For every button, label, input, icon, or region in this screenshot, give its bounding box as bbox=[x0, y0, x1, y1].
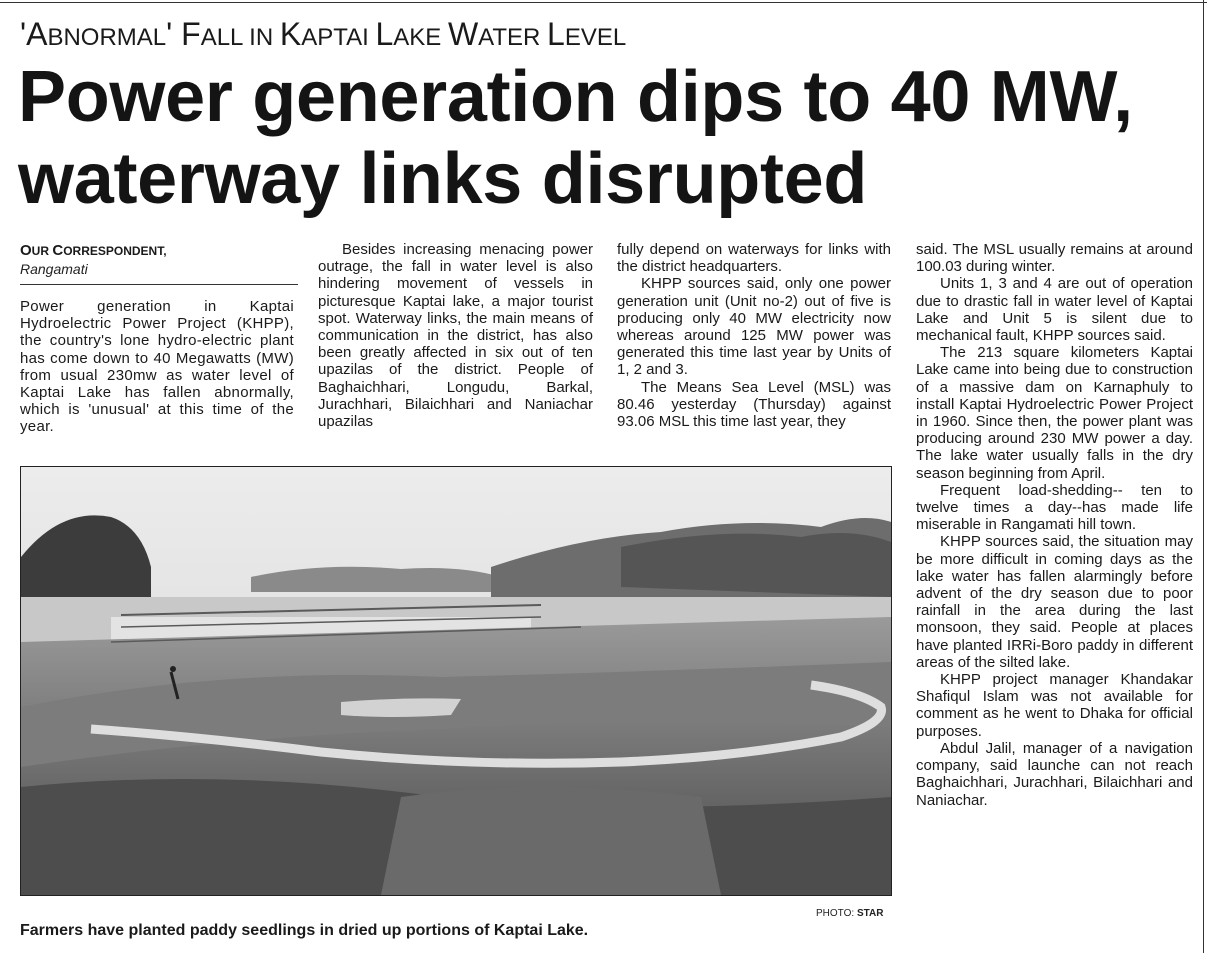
kicker-text: BNORMAL bbox=[47, 24, 167, 51]
kicker-text: APTAI bbox=[301, 24, 376, 51]
headline-line-2: waterway links disrupted bbox=[18, 139, 868, 219]
kicker-text: A bbox=[26, 16, 48, 52]
kicker-text: ' bbox=[166, 16, 182, 52]
paragraph: said. The MSL usually remains at around 100.03 during winter. bbox=[916, 241, 1193, 276]
paragraph: The 213 square kilometers Kaptai Lake came into being due to construction of a massive dam on Karnaphuly to install Kaptai Hydroelectric Power Project in 1960. Since then, the power plant was producing around 230 MW power a day. The lake water usually falls in the dry season beginning from April. bbox=[916, 344, 1193, 482]
byline-divider bbox=[20, 284, 298, 285]
article-column-3 bbox=[617, 241, 891, 430]
paragraph: Abdul Jalil, manager of a navigation company, said launche can not reach Baghaichhari, Jurachhari, Bilaichhari and Naniachar. bbox=[916, 739, 1193, 809]
right-border-rule bbox=[1203, 0, 1204, 953]
photo-caption: Farmers have planted paddy seedlings in dried up portions of Kaptai Lake. bbox=[20, 922, 589, 939]
photo-credit-source: STAR bbox=[856, 908, 884, 919]
byline-author bbox=[20, 241, 298, 261]
kicker-text: ATER bbox=[478, 24, 548, 51]
paragraph: KHPP project manager Khandakar Shafiqul Islam was not available for comment as he went to Dhaka for official purposes. bbox=[916, 671, 1193, 740]
paragraph: KHPP sources said, the situation may be more difficult in coming days as the lake water has fallen alarmingly before advent of the dry season due to poor rainfall in the area during the last monsoon, they said. People at places have planted IRRi-Boro paddy in different areas of the silted lake. bbox=[916, 533, 1193, 671]
photo-credit-label: PHOTO: bbox=[816, 908, 857, 919]
kicker-text: L bbox=[547, 16, 565, 52]
paragraph: fully depend on waterways for links with the district headquarters. bbox=[617, 241, 891, 276]
article-column-4 bbox=[916, 241, 1193, 809]
article-column-2 bbox=[318, 241, 593, 430]
paragraph: Units 1, 3 and 4 are out of operation due to drastic fall in water level of Kaptai Lake and Unit 5 is silent due to mechanical fault, KHPP sources said. bbox=[916, 275, 1193, 345]
kicker-text: L bbox=[375, 16, 394, 52]
kicker-text: EVEL bbox=[564, 24, 627, 51]
paragraph: Besides increasing menacing power outrage, the fall in water level is also hindering movement of vessels in picturesque Kaptai lake, a major tourist spot. Waterway links, the main means of communication in the district, has also been greatly affected in six out of ten upazilas of the district. People of Baghaichhari, Longudu, Barkal, Jurachhari, Bilaichhari and Naniachar upazilas bbox=[318, 241, 593, 431]
kicker-text: K bbox=[279, 16, 302, 52]
paragraph: KHPP sources said, only one power generation unit (Unit no-2) out of five is producing only 40 MW electricity now whereas around 125 MW power was generated this time last year by Units of 1, 2 and 3. bbox=[617, 275, 891, 379]
main-headline bbox=[18, 56, 1198, 220]
kicker-text: F bbox=[181, 16, 201, 52]
byline-text: O bbox=[20, 242, 32, 259]
byline-text: C bbox=[52, 242, 64, 259]
lake-photo bbox=[20, 466, 892, 896]
kicker-text: AKE bbox=[393, 24, 448, 51]
byline-text: UR bbox=[31, 244, 53, 258]
top-border-rule bbox=[0, 2, 1207, 3]
lake-photo-illustration bbox=[21, 467, 891, 895]
article-column-1 bbox=[20, 298, 294, 436]
kicker-text: ALL IN bbox=[200, 24, 280, 51]
kicker-text: ' bbox=[20, 16, 27, 52]
paragraph: The Means Sea Level (MSL) was 80.46 yesterday (Thursday) against 93.06 MSL this time last year, they bbox=[617, 378, 891, 431]
headline-line-1: Power generation dips to 40 MW, bbox=[18, 57, 1133, 137]
photo-credit bbox=[816, 907, 883, 921]
paragraph: Power generation in Kaptai Hydroelectric Power Project (KHPP), the country's lone hydro-electric plant has come down to 40 Megawatts (MW) from usual 230mw as water level of Kaptai Lake has fallen abnormally, which is 'unusual' at this time of the year. bbox=[20, 298, 294, 436]
kicker-text: W bbox=[447, 16, 479, 52]
kicker-headline bbox=[20, 14, 626, 58]
byline bbox=[20, 241, 298, 278]
paragraph: Frequent load-shedding-- ten to twelve times a day--has made life miserable in Rangamati hill town. bbox=[916, 481, 1193, 534]
byline-text: ORRESPONDENT, bbox=[63, 244, 167, 258]
byline-location: Rangamati bbox=[20, 261, 88, 277]
